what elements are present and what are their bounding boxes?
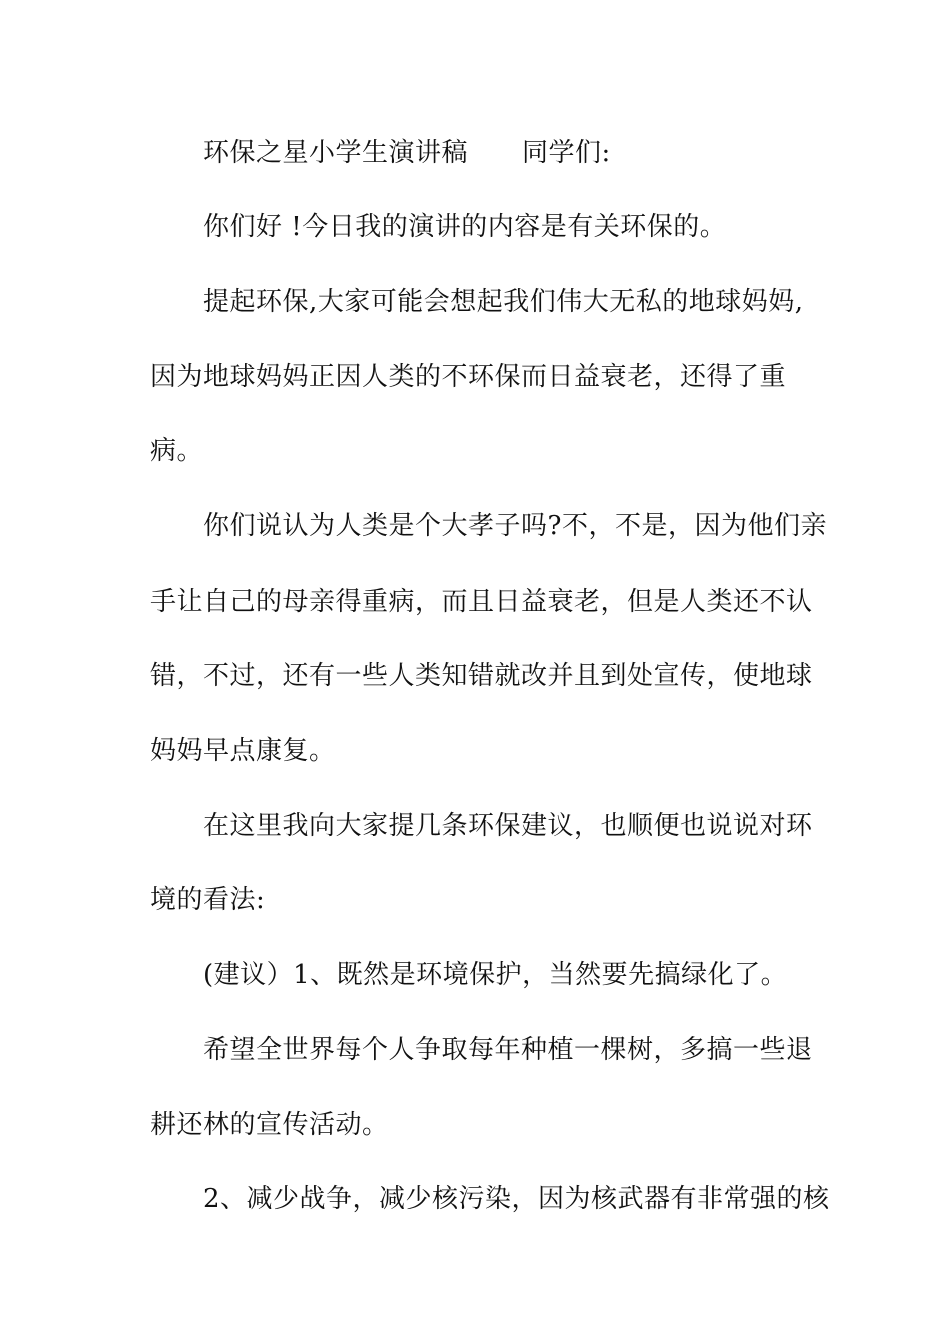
paragraph-line: 2、减少战争，减少核污染，因为核武器有非常强的核 bbox=[203, 1184, 830, 1214]
paragraph-line: 在这里我向大家提几条环保建议，也顺便也说说对环 bbox=[203, 811, 813, 841]
paragraph-line: 妈妈早点康复。 bbox=[150, 736, 336, 766]
paragraph-line: 你们好 !今日我的演讲的内容是有关环保的。 bbox=[203, 212, 727, 242]
paragraph-line: 耕还林的宣传活动。 bbox=[150, 1110, 389, 1140]
document-title: 环保之星小学生演讲稿 bbox=[203, 138, 469, 168]
paragraph-line: 手让自己的母亲得重病，而且日益衰老，但是人类还不认 bbox=[150, 587, 813, 617]
paragraph-line: 病。 bbox=[150, 436, 204, 466]
paragraph-line: 提起环保,大家可能会想起我们伟大无私的地球妈妈, bbox=[203, 287, 804, 317]
salutation: 同学们: bbox=[522, 138, 611, 168]
title-line bbox=[203, 136, 863, 170]
paragraph-line: 你们说认为人类是个大孝子吗?不，不是，因为他们亲 bbox=[203, 511, 827, 541]
paragraph-line: (建议）1、既然是环境保护，当然要先搞绿化了。 bbox=[203, 960, 788, 990]
paragraph-line: 错，不过，还有一些人类知错就改并且到处宣传，使地球 bbox=[150, 661, 813, 691]
paragraph-line: 希望全世界每个人争取每年种植一棵树，多搞一些退 bbox=[203, 1035, 813, 1065]
paragraph-line: 因为地球妈妈正因人类的不环保而日益衰老，还得了重 bbox=[150, 362, 787, 392]
paragraph-line: 境的看法: bbox=[150, 885, 266, 915]
